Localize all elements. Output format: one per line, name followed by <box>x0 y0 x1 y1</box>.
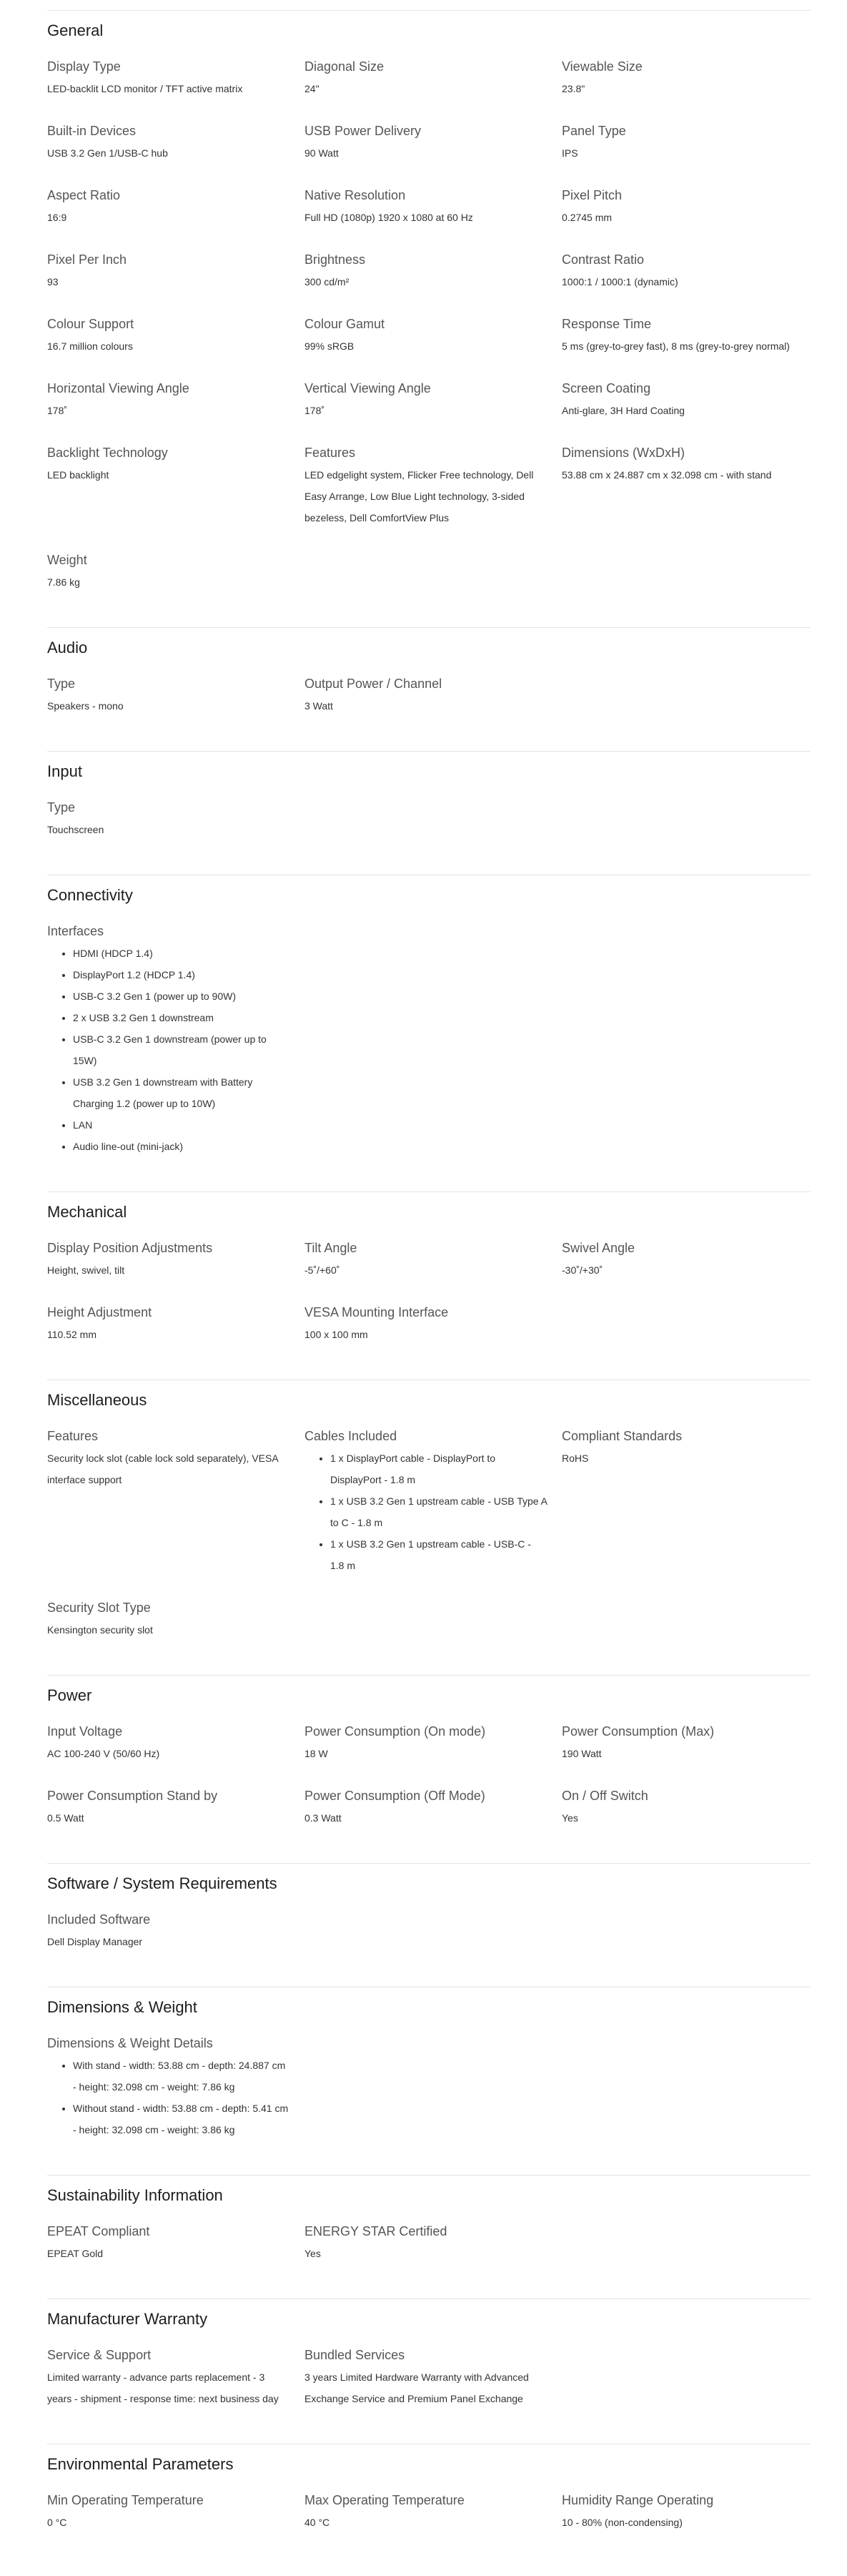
spec-item-usb-power-delivery <box>304 122 562 164</box>
spec-value: Full HD (1080p) 1920 x 1080 at 60 Hz <box>304 212 473 223</box>
spec-item-dimensions-wxdxh <box>562 444 811 529</box>
spec-item-cables-included <box>304 1427 562 1576</box>
spec-value: -5˚/+60˚ <box>304 1264 340 1276</box>
spec-item-native-resolution <box>304 187 562 228</box>
spec-value-list <box>47 943 290 1157</box>
spec-value: 3 years Limited Hardware Warranty with Advanced Exchange Service and Premium Panel Exchange <box>304 2371 529 2404</box>
spec-value: 18 W <box>304 1748 328 1759</box>
spec-item-screen-coating <box>562 380 811 421</box>
spec-value: Yes <box>304 2248 321 2259</box>
spec-value: 100 x 100 mm <box>304 1329 368 1340</box>
spec-list-item: • Without stand - width: 53.88 cm - depth: 5.41 cm - height: 32.098 cm - weight: 3.86 kg <box>73 2098 290 2140</box>
spec-item-security-slot-type <box>47 1599 304 1641</box>
spec-grid <box>47 1239 811 1345</box>
spec-value-list <box>304 1447 548 1576</box>
section-mechanical <box>47 1192 811 1380</box>
spec-item-power-consumption-off-mode <box>304 1787 562 1829</box>
spec-sheet <box>47 10 811 2576</box>
section-sustainability-information <box>47 2176 811 2299</box>
spec-label: Power Consumption (Max) <box>562 1724 715 1739</box>
spec-grid <box>47 2346 811 2409</box>
spec-item-vertical-viewing-angle <box>304 380 562 421</box>
spec-item-diagonal-size <box>304 58 562 99</box>
spec-label: Diagonal Size <box>304 59 385 74</box>
spec-item-max-operating-temperature <box>304 2492 562 2533</box>
spec-list-item: • DisplayPort 1.2 (HDCP 1.4) <box>73 964 290 985</box>
spec-value: LED edgelight system, Flicker Free technology, Dell Easy Arrange, Low Blue Light technology, 3-sided bezeless, Dell ComfortView Plus <box>304 469 534 523</box>
spec-item-display-type <box>47 58 304 99</box>
section-general <box>47 11 811 628</box>
spec-item-energy-star-certified <box>304 2223 562 2264</box>
spec-label: Built-in Devices <box>47 124 137 138</box>
section-title: Dimensions & Weight <box>47 1998 197 2016</box>
spec-label: Features <box>47 1429 99 1443</box>
spec-item-output-power-channel <box>304 675 562 717</box>
section-dimensions-weight <box>47 1987 811 2176</box>
spec-label: Dimensions & Weight Details <box>47 2036 213 2050</box>
spec-list-item: • HDMI (HDCP 1.4) <box>73 943 290 964</box>
spec-label: Native Resolution <box>304 188 406 202</box>
spec-value: 7.86 kg <box>47 576 80 588</box>
spec-grid <box>47 1723 811 1829</box>
spec-value: 16:9 <box>47 212 67 223</box>
spec-item-display-position-adjustments <box>47 1239 304 1281</box>
spec-value: 93 <box>47 276 59 287</box>
spec-item-min-operating-temperature <box>47 2492 304 2533</box>
spec-item-vesa-mounting-interface <box>304 1304 562 1345</box>
spec-value: 3 Watt <box>304 700 333 712</box>
spec-label: Horizontal Viewing Angle <box>47 381 189 395</box>
spec-value: 178˚ <box>304 405 325 416</box>
spec-label: Colour Gamut <box>304 317 385 331</box>
spec-value: 110.52 mm <box>47 1329 96 1340</box>
spec-value: 0.2745 mm <box>562 212 613 223</box>
spec-label: Height Adjustment <box>47 1305 152 1319</box>
spec-item-horizontal-viewing-angle <box>47 380 304 421</box>
spec-item-on-off-switch <box>562 1787 811 1829</box>
section-title: Input <box>47 762 82 780</box>
spec-grid <box>47 675 811 717</box>
section-title: Sustainability Information <box>47 2186 223 2204</box>
spec-label: Min Operating Temperature <box>47 2493 204 2507</box>
section-title: Audio <box>47 639 88 657</box>
spec-value: Anti-glare, 3H Hard Coating <box>562 405 685 416</box>
spec-item-colour-support <box>47 315 304 357</box>
spec-item-pixel-per-inch <box>47 251 304 292</box>
spec-item-colour-gamut <box>304 315 562 357</box>
spec-value: USB 3.2 Gen 1/USB-C hub <box>47 147 168 159</box>
spec-item-compliant-standards <box>562 1427 811 1576</box>
spec-label: Swivel Angle <box>562 1241 635 1255</box>
spec-label: Colour Support <box>47 317 134 331</box>
section-connectivity <box>47 875 811 1192</box>
spec-label: Display Type <box>47 59 121 74</box>
spec-label: Power Consumption Stand by <box>47 1789 218 1803</box>
spec-item-humidity-range-operating <box>562 2492 811 2533</box>
spec-list-item: • With stand - width: 53.88 cm - depth: 24.887 cm - height: 32.098 cm - weight: 7.86 kg <box>73 2055 290 2098</box>
spec-label: Panel Type <box>562 124 626 138</box>
spec-value: 10 - 80% (non-condensing) <box>562 2517 683 2528</box>
spec-value: Security lock slot (cable lock sold separately), VESA interface support <box>47 1452 278 1485</box>
spec-item-type <box>47 799 304 840</box>
section-title: Power <box>47 1686 92 1704</box>
spec-item-weight <box>47 551 304 593</box>
spec-value: 178˚ <box>47 405 68 416</box>
spec-item-power-consumption-max <box>562 1723 811 1764</box>
spec-value: IPS <box>562 147 578 159</box>
spec-sections <box>47 11 811 2547</box>
spec-label: Security Slot Type <box>47 1601 151 1615</box>
spec-value: 16.7 million colours <box>47 340 133 352</box>
spec-label: Brightness <box>304 252 366 267</box>
spec-label: Screen Coating <box>562 381 651 395</box>
spec-grid <box>47 2223 811 2264</box>
spec-item-service-support <box>47 2346 304 2409</box>
spec-label: Backlight Technology <box>47 446 168 460</box>
spec-list-item: • USB-C 3.2 Gen 1 downstream (power up to 15W) <box>73 1028 290 1071</box>
spec-list-item: • 1 x DisplayPort cable - DisplayPort to DisplayPort - 1.8 m <box>330 1447 548 1490</box>
spec-value: RoHS <box>562 1452 589 1464</box>
spec-value: Height, swivel, tilt <box>47 1264 125 1276</box>
spec-value: 90 Watt <box>304 147 339 159</box>
spec-label: Pixel Per Inch <box>47 252 127 267</box>
spec-label: Max Operating Temperature <box>304 2493 465 2507</box>
spec-value: 99% sRGB <box>304 340 355 352</box>
spec-value: Dell Display Manager <box>47 1936 143 1947</box>
spec-item-contrast-ratio <box>562 251 811 292</box>
spec-value: 0.5 Watt <box>47 1812 84 1824</box>
spec-label: Features <box>304 446 356 460</box>
spec-item-built-in-devices <box>47 122 304 164</box>
section-title: Manufacturer Warranty <box>47 2310 208 2328</box>
spec-label: Cables Included <box>304 1429 397 1443</box>
spec-label: ENERGY STAR Certified <box>304 2224 447 2238</box>
spec-grid <box>47 2035 811 2140</box>
spec-value: Yes <box>562 1812 578 1824</box>
spec-item-bundled-services <box>304 2346 562 2409</box>
spec-value: EPEAT Gold <box>47 2248 104 2259</box>
spec-label: Service & Support <box>47 2348 152 2362</box>
spec-label: Power Consumption (Off Mode) <box>304 1789 485 1803</box>
spec-list-item: • 1 x USB 3.2 Gen 1 upstream cable - USB-C - 1.8 m <box>330 1533 548 1576</box>
spec-item-viewable-size <box>562 58 811 99</box>
spec-label: Viewable Size <box>562 59 643 74</box>
spec-value: Touchscreen <box>47 824 104 835</box>
spec-list-item: • 1 x USB 3.2 Gen 1 upstream cable - USB Type A to C - 1.8 m <box>330 1490 548 1533</box>
spec-label: USB Power Delivery <box>304 124 422 138</box>
spec-value: 53.88 cm x 24.887 cm x 32.098 cm - with stand <box>562 469 772 481</box>
spec-item-aspect-ratio <box>47 187 304 228</box>
spec-item-panel-type <box>562 122 811 164</box>
spec-label: Weight <box>47 553 87 567</box>
section-software-system-requirements <box>47 1864 811 1987</box>
spec-label: Bundled Services <box>304 2348 405 2362</box>
spec-label: Included Software <box>47 1912 151 1927</box>
spec-item-dimensions-weight-details <box>47 2035 304 2140</box>
spec-list-item: • Audio line-out (mini-jack) <box>73 1136 290 1157</box>
spec-item-features <box>304 444 562 529</box>
spec-item-height-adjustment <box>47 1304 304 1345</box>
spec-label: Interfaces <box>47 924 104 938</box>
spec-item-tilt-angle <box>304 1239 562 1281</box>
spec-item-type <box>47 675 304 717</box>
spec-value: 24" <box>304 83 320 94</box>
spec-list-item: • 2 x USB 3.2 Gen 1 downstream <box>73 1007 290 1028</box>
spec-value: 0 °C <box>47 2517 67 2528</box>
spec-value: 0.3 Watt <box>304 1812 342 1824</box>
spec-value: Kensington security slot <box>47 1624 153 1636</box>
spec-value: 300 cd/m² <box>304 276 350 287</box>
section-title: Miscellaneous <box>47 1391 147 1409</box>
spec-grid <box>47 799 811 840</box>
spec-value: LED-backlit LCD monitor / TFT active matrix <box>47 83 243 94</box>
spec-item-input-voltage <box>47 1723 304 1764</box>
spec-value: AC 100-240 V (50/60 Hz) <box>47 1748 160 1759</box>
spec-grid <box>47 1427 811 1641</box>
section-power <box>47 1676 811 1864</box>
spec-item-backlight-technology <box>47 444 304 529</box>
spec-label: Aspect Ratio <box>47 188 121 202</box>
spec-value: 5 ms (grey-to-grey fast), 8 ms (grey-to-grey normal) <box>562 340 790 352</box>
spec-grid <box>47 58 811 593</box>
section-input <box>47 752 811 875</box>
spec-label: Dimensions (WxDxH) <box>562 446 685 460</box>
spec-item-power-consumption-on-mode <box>304 1723 562 1764</box>
spec-item-interfaces <box>47 923 304 1157</box>
spec-label: Output Power / Channel <box>304 677 442 691</box>
spec-label: Tilt Angle <box>304 1241 357 1255</box>
spec-label: Input Voltage <box>47 1724 123 1739</box>
spec-value: 23.8" <box>562 83 585 94</box>
spec-label: VESA Mounting Interface <box>304 1305 449 1319</box>
spec-list-item: • USB 3.2 Gen 1 downstream with Battery Charging 1.2 (power up to 10W) <box>73 1071 290 1114</box>
spec-item-epeat-compliant <box>47 2223 304 2264</box>
section-environmental-parameters <box>47 2444 811 2547</box>
spec-value: LED backlight <box>47 469 109 481</box>
spec-value: -30˚/+30˚ <box>562 1264 603 1276</box>
spec-list-item: • LAN <box>73 1114 290 1136</box>
spec-value: 40 °C <box>304 2517 330 2528</box>
spec-item-brightness <box>304 251 562 292</box>
spec-value-list <box>47 2055 290 2140</box>
spec-grid <box>47 2492 811 2533</box>
spec-label: On / Off Switch <box>562 1789 648 1803</box>
spec-item-response-time <box>562 315 811 357</box>
spec-label: Vertical Viewing Angle <box>304 381 431 395</box>
spec-label: Contrast Ratio <box>562 252 645 267</box>
spec-list-item: • USB-C 3.2 Gen 1 (power up to 90W) <box>73 985 290 1007</box>
spec-item-features <box>47 1427 304 1576</box>
section-title: Environmental Parameters <box>47 2455 234 2473</box>
spec-value: 1000:1 / 1000:1 (dynamic) <box>562 276 678 287</box>
spec-label: Type <box>47 800 76 815</box>
spec-label: Display Position Adjustments <box>47 1241 213 1255</box>
spec-value: Speakers - mono <box>47 700 124 712</box>
spec-label: Power Consumption (On mode) <box>304 1724 486 1739</box>
spec-label: Type <box>47 677 76 691</box>
section-title: Connectivity <box>47 886 133 904</box>
spec-label: Pixel Pitch <box>562 188 623 202</box>
spec-grid <box>47 1911 811 1952</box>
section-title: Software / System Requirements <box>47 1874 277 1892</box>
spec-item-swivel-angle <box>562 1239 811 1281</box>
spec-grid <box>47 923 811 1157</box>
spec-item-included-software <box>47 1911 304 1952</box>
section-audio <box>47 628 811 752</box>
spec-value: Limited warranty - advance parts replacement - 3 years - shipment - response time: next business day <box>47 2371 279 2404</box>
section-manufacturer-warranty <box>47 2299 811 2444</box>
spec-item-power-consumption-stand-by <box>47 1787 304 1829</box>
section-miscellaneous <box>47 1380 811 1676</box>
spec-label: EPEAT Compliant <box>47 2224 150 2238</box>
spec-item-pixel-pitch <box>562 187 811 228</box>
section-title: General <box>47 21 104 39</box>
spec-label: Response Time <box>562 317 652 331</box>
section-title: Mechanical <box>47 1203 127 1221</box>
spec-label: Humidity Range Operating <box>562 2493 714 2507</box>
spec-value: 190 Watt <box>562 1748 602 1759</box>
spec-label: Compliant Standards <box>562 1429 683 1443</box>
